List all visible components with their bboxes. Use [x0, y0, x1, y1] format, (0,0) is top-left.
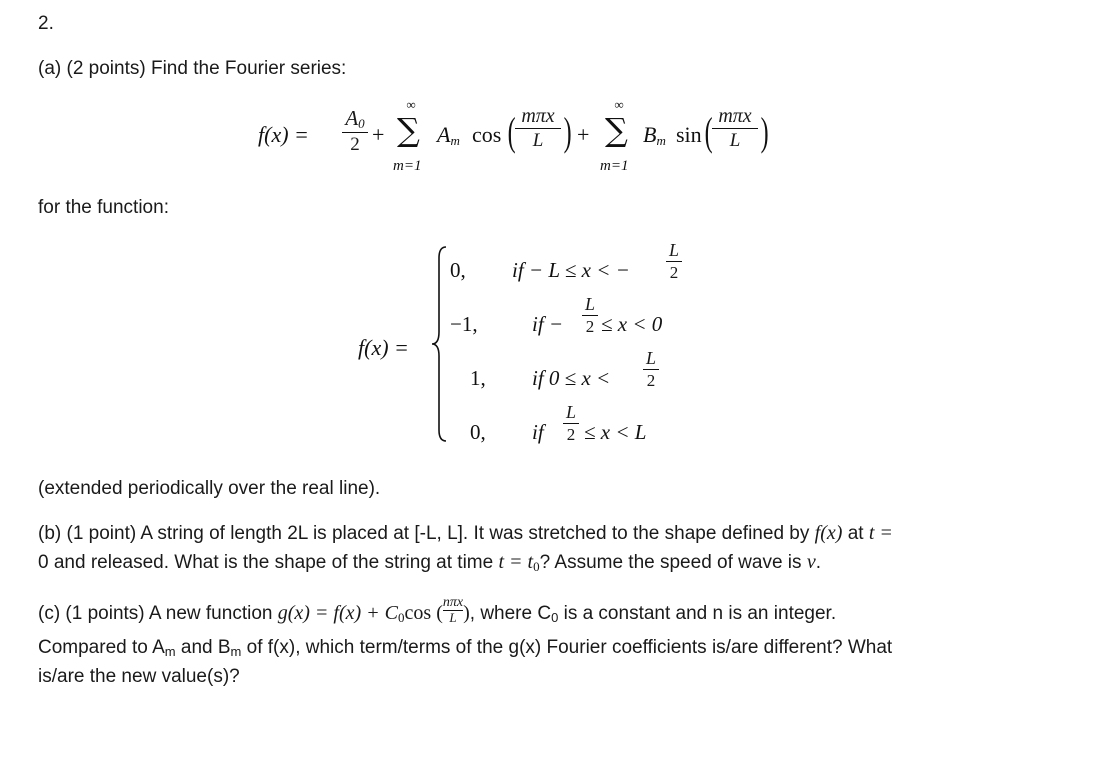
sum1-top: ∞ [406, 97, 416, 112]
case2-cond-pre: if − [532, 312, 564, 336]
case1-num: L [668, 240, 679, 260]
a0-num: A [345, 106, 359, 130]
sum2-bottom: m=1 [600, 158, 629, 174]
part-b-line1-text: (b) (1 point) A string of length 2L is placed at [-L, L]. It was stretched to the shape defined by [38, 523, 810, 544]
part-b-v: v [806, 551, 816, 573]
part-c-close: ) [463, 602, 470, 625]
open-paren-2: ( [704, 109, 713, 154]
case3-den: 2 [646, 371, 656, 390]
plus-1: + [372, 122, 385, 147]
piecewise-lhs: f(x) = [358, 335, 409, 360]
case4-num: L [565, 402, 576, 422]
bm-sub: m [656, 133, 666, 148]
close-paren-1: ) [563, 109, 572, 154]
open-paren-1: ( [507, 109, 516, 154]
arg-den-1: L [532, 130, 544, 151]
part-c-line2-mid: and B [175, 637, 231, 658]
part-c-line1-start: (c) (1 points) A new function [38, 603, 273, 625]
case4-fraction [563, 403, 579, 443]
case3-value: 1, [470, 366, 486, 390]
arg-fraction-1 [515, 106, 561, 150]
part-c-line2-start: Compared to A [38, 637, 165, 658]
a0-sub: 0 [358, 116, 365, 131]
case1-value: 0, [450, 258, 466, 282]
part-c-arg-num: nπx [442, 595, 464, 610]
case4-cond-pre: if [532, 420, 544, 444]
part-c-c0-sub: 0 [398, 610, 405, 626]
arg-fraction-2 [712, 106, 758, 150]
part-c-arg-fraction [443, 596, 463, 624]
sum1-symbol: ∑ [397, 111, 420, 149]
part-b-fx: f(x) [814, 522, 843, 544]
am-sub: m [450, 133, 460, 148]
part-b-line2-start: 0 and released. What is the shape of the string at time [38, 552, 494, 573]
part-c-c0-sub2: 0 [551, 610, 559, 626]
arg-num-2: mπx [718, 105, 752, 127]
sum2-symbol: ∑ [605, 111, 628, 149]
sin-label: sin [676, 122, 702, 147]
case4-cond-post: ≤ x < L [584, 420, 647, 444]
am-term: $A_m$ [437, 122, 460, 148]
arg-den-2: L [729, 130, 741, 151]
a0-fraction [342, 108, 368, 154]
for-function-label: for the function: [38, 197, 169, 218]
extended-note: (extended periodically over the real line). [38, 478, 381, 499]
part-a-prompt: (a) (2 points) Find the Fourier series: [38, 58, 347, 79]
part-c-gx: g(x) = f(x) + C [277, 602, 399, 625]
case2-fraction [582, 295, 598, 335]
case2-num: L [584, 294, 595, 314]
part-b-line1 [38, 521, 893, 546]
series-lhs: f(x) = [258, 122, 309, 147]
part-b-at: at [847, 523, 864, 544]
case1-den: 2 [669, 263, 679, 282]
part-c-arg-den: L [449, 610, 457, 625]
part-b-period: . [815, 552, 821, 573]
case4-value: 0, [470, 420, 486, 444]
part-b-t0: t = t [498, 551, 534, 573]
part-c-line1 [38, 595, 837, 630]
a0-den: 2 [350, 134, 360, 155]
part-c-line2 [38, 636, 892, 664]
part-c-line2-tail: of f(x), which term/terms of the g(x) Fourier coefficients is/are different? What [241, 637, 893, 658]
part-c-line1-end: , where C [469, 603, 552, 625]
case2-den: 2 [585, 317, 595, 336]
case1-cond-pre: if − L ≤ x < − [512, 258, 630, 282]
cos-label: cos [472, 122, 502, 147]
case2-value: −1, [450, 312, 478, 336]
part-c-am-sub: m [164, 644, 176, 659]
part-b-line2-mid: ? Assume the speed of wave is [539, 552, 802, 573]
close-paren-2: ) [760, 109, 769, 154]
part-b-t0-sub: 0 [533, 559, 540, 574]
part-c-line1-tail: is a constant and n is an integer. [558, 603, 837, 625]
part-b-line2 [38, 550, 821, 579]
sum1-bottom: m=1 [393, 158, 422, 174]
part-c-line3: is/are the new value(s)? [38, 666, 240, 687]
arg-num-1: mπx [521, 105, 555, 127]
plus-2: + [577, 122, 590, 147]
left-brace [430, 244, 448, 444]
case4-den: 2 [566, 425, 576, 444]
problem-number: 2. [38, 13, 54, 34]
bm-term: $B_m$ [643, 122, 666, 148]
case3-num: L [645, 348, 656, 368]
case3-fraction [643, 349, 659, 389]
case3-cond-pre: if 0 ≤ x < [532, 366, 611, 390]
part-c-cos: cos ( [404, 602, 443, 625]
part-b-t: t = [868, 522, 893, 544]
sum2-top: ∞ [614, 97, 624, 112]
case1-fraction [666, 241, 682, 281]
part-c-bm-sub: m [230, 644, 242, 659]
case2-cond-post: ≤ x < 0 [601, 312, 663, 336]
